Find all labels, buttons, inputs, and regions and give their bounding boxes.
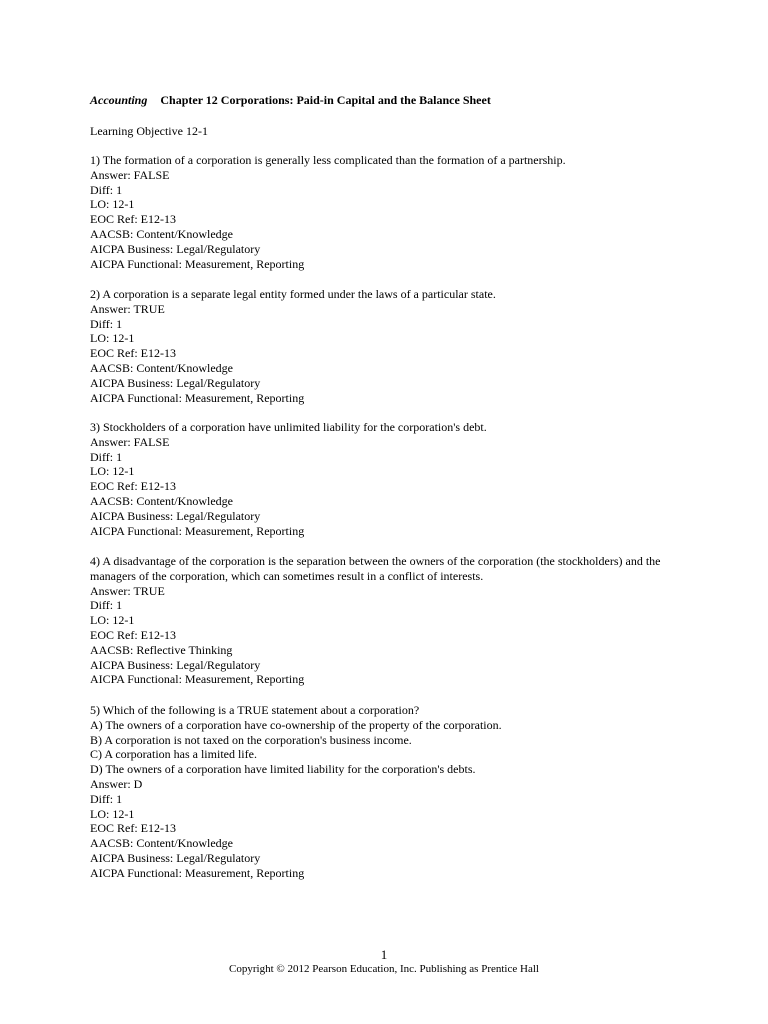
question-block xyxy=(90,554,690,687)
question-meta-line: EOC Ref: E12-13 xyxy=(90,821,176,836)
question-stem: 2) A corporation is a separate legal entity formed under the laws of a particular state. xyxy=(90,287,496,301)
question-meta-line: AICPA Business: Legal/Regulatory xyxy=(90,241,261,256)
question-stem: 4) A disadvantage of the corporation is the separation between the owners of the corporation (the stockholders) and the managers of the corporation, which can sometimes result in a conflict of interests. xyxy=(90,554,661,583)
question-meta-line: AICPA Functional: Measurement, Reporting xyxy=(90,672,305,687)
question-meta-line: Answer: FALSE xyxy=(90,167,170,182)
question-meta-line: AACSB: Content/Knowledge xyxy=(90,226,233,241)
question-stem: 5) Which of the following is a TRUE statement about a corporation? xyxy=(90,703,420,717)
question-meta-line: EOC Ref: E12-13 xyxy=(90,212,176,227)
question-meta-line: Diff: 1 xyxy=(90,316,123,331)
page-number: 1 xyxy=(380,947,388,962)
chapter-title: Chapter 12 Corporations: Paid-in Capital and the Balance Sheet xyxy=(160,93,491,107)
question-meta-line: AICPA Functional: Measurement, Reporting xyxy=(90,865,305,880)
question-meta-line: AICPA Business: Legal/Regulatory xyxy=(90,375,261,390)
question-meta-line: LO: 12-1 xyxy=(90,331,135,346)
question-block xyxy=(90,153,690,271)
question-meta-line: EOC Ref: E12-13 xyxy=(90,346,176,361)
question-meta-line: Answer: D xyxy=(90,776,143,791)
question-stem: 3) Stockholders of a corporation have unlimited liability for the corporation's debt. xyxy=(90,420,487,434)
question-meta-line: EOC Ref: E12-13 xyxy=(90,627,176,642)
answer-choice: D) The owners of a corporation have limited liability for the corporation's debts. xyxy=(90,762,476,777)
question-meta-line: LO: 12-1 xyxy=(90,197,135,212)
page-title xyxy=(90,93,491,108)
question-meta-line: AACSB: Content/Knowledge xyxy=(90,360,233,375)
question-meta-line: AACSB: Content/Knowledge xyxy=(90,836,233,851)
question-meta-line: AACSB: Content/Knowledge xyxy=(90,493,233,508)
question-meta-line: AICPA Business: Legal/Regulatory xyxy=(90,850,261,865)
subject-label: Accounting xyxy=(90,93,148,107)
question-block xyxy=(90,703,690,881)
question-meta-line: Diff: 1 xyxy=(90,791,123,806)
answer-choice: A) The owners of a corporation have co-ownership of the property of the corporation. xyxy=(90,717,502,732)
question-meta-line: LO: 12-1 xyxy=(90,464,135,479)
answer-choice: B) A corporation is not taxed on the corporation's business income. xyxy=(90,732,412,747)
answer-choice: C) A corporation has a limited life. xyxy=(90,747,257,762)
question-meta-line: AICPA Functional: Measurement, Reporting xyxy=(90,523,305,538)
copyright-notice: Copyright © 2012 Pearson Education, Inc. Publishing as Prentice Hall xyxy=(229,963,539,975)
question-meta-line: Diff: 1 xyxy=(90,449,123,464)
question-meta-line: AACSB: Reflective Thinking xyxy=(90,642,233,657)
question-meta-line: LO: 12-1 xyxy=(90,806,135,821)
question-meta-line: AICPA Functional: Measurement, Reporting xyxy=(90,256,305,271)
question-meta-line: AICPA Business: Legal/Regulatory xyxy=(90,508,261,523)
question-meta-line: Answer: TRUE xyxy=(90,301,165,316)
page-footer xyxy=(0,947,768,976)
question-block xyxy=(90,420,690,538)
question-meta-line: Answer: TRUE xyxy=(90,583,165,598)
question-stem: 1) The formation of a corporation is generally less complicated than the formation of a partnership. xyxy=(90,153,566,167)
question-meta-line: Answer: FALSE xyxy=(90,434,170,449)
question-meta-line: LO: 12-1 xyxy=(90,613,135,628)
question-meta-line: Diff: 1 xyxy=(90,598,123,613)
question-meta-line: AICPA Functional: Measurement, Reporting xyxy=(90,390,305,405)
question-meta-line: Diff: 1 xyxy=(90,182,123,197)
question-meta-line: EOC Ref: E12-13 xyxy=(90,479,176,494)
question-meta-line: AICPA Business: Legal/Regulatory xyxy=(90,657,261,672)
question-block xyxy=(90,287,690,405)
learning-objective-heading: Learning Objective 12-1 xyxy=(90,124,208,138)
